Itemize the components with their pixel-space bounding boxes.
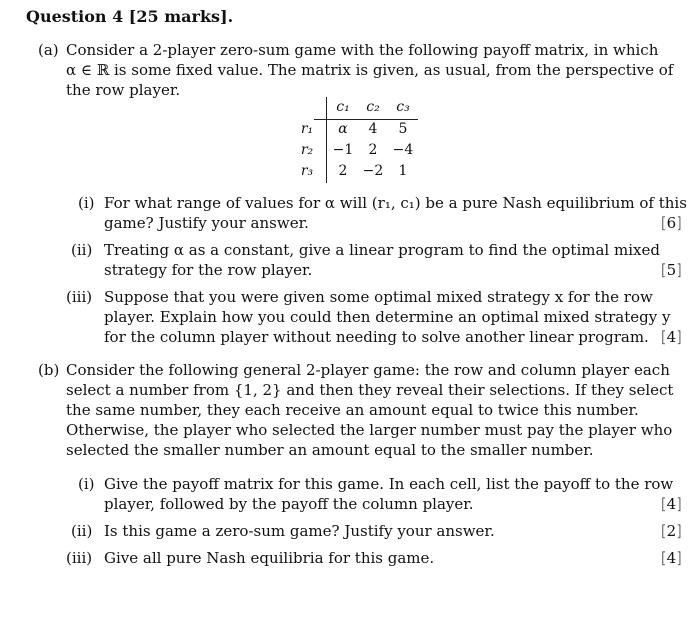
part-b-i-label: (i) xyxy=(78,475,95,493)
part-a-iii-marks: [4] xyxy=(660,328,682,346)
part-b-text-line-3: the same number, they each receive an amount equal to twice this number. xyxy=(66,401,639,419)
question-title: Question 4 [25 marks]. xyxy=(26,7,234,26)
matrix-cell-r3-c3: 1 xyxy=(398,163,408,179)
part-b-i-line-2: player, followed by the payoff the column player. xyxy=(104,495,474,513)
part-a-iii-label: (iii) xyxy=(66,288,93,306)
part-b-text-line-4: Otherwise, the player who selected the larger number must pay the player who xyxy=(66,421,673,439)
part-a-label: (a) xyxy=(38,41,59,59)
part-a-ii-marks: [5] xyxy=(660,261,682,279)
matrix-row-header-1: r₁ xyxy=(300,121,314,137)
matrix-vertical-rule xyxy=(326,97,327,183)
part-a-iii-line-2: player. Explain how you could then determine an optimal mixed strategy y xyxy=(104,308,671,326)
part-a-i-line-2: game? Justify your answer. xyxy=(104,214,309,232)
part-b-iii-label: (iii) xyxy=(66,549,93,567)
part-b-ii-line-1: Is this game a zero-sum game? Justify your answer. xyxy=(104,522,495,540)
part-a-text-line-3: the row player. xyxy=(66,81,181,99)
part-b-ii-label: (ii) xyxy=(71,522,93,540)
part-b-text-line-2: select a number from {1, 2} and then they reveal their selections. If they select xyxy=(66,381,674,399)
part-a-i-line-1: For what range of values for α will (r₁, c₁) be a pure Nash equilibrium of this xyxy=(104,194,687,212)
part-b-ii-marks: [2] xyxy=(660,522,682,540)
part-a-ii-line-2: strategy for the row player. xyxy=(104,261,313,279)
part-a-text-line-2: α ∈ ℝ is some fixed value. The matrix is given, as usual, from the perspective of xyxy=(66,61,674,79)
part-b-i-marks: [4] xyxy=(660,495,682,513)
matrix-row-header-2: r₂ xyxy=(300,142,314,158)
part-a-ii-label: (ii) xyxy=(71,241,93,259)
matrix-cell-r2-c2: 2 xyxy=(368,142,378,158)
part-b-text-line-1: Consider the following general 2-player game: the row and column player each xyxy=(66,361,670,379)
part-b-text-line-5: selected the smaller number an amount equal to the smaller number. xyxy=(66,441,594,459)
matrix-col-header-1: c₁ xyxy=(336,99,350,115)
matrix-cell-r1-c3: 5 xyxy=(398,121,408,137)
part-a-ii-line-1: Treating α as a constant, give a linear program to find the optimal mixed xyxy=(104,241,660,259)
matrix-cell-r2-c1: −1 xyxy=(332,142,354,158)
matrix-cell-r1-c2: 4 xyxy=(368,121,378,137)
matrix-cell-r1-c1: α xyxy=(338,121,348,137)
matrix-col-header-2: c₂ xyxy=(366,99,380,115)
matrix-cell-r3-c2: −2 xyxy=(362,163,384,179)
matrix-cell-r2-c3: −4 xyxy=(392,142,414,158)
part-a-i-label: (i) xyxy=(78,194,95,212)
matrix-row-header-3: r₃ xyxy=(300,163,314,179)
part-b-i-line-1: Give the payoff matrix for this game. In each cell, list the payoff to the row xyxy=(104,475,674,493)
part-a-i-marks: [6] xyxy=(660,214,682,232)
matrix-cell-r3-c1: 2 xyxy=(338,163,348,179)
matrix-col-header-3: c₃ xyxy=(396,99,410,115)
part-a-iii-line-1: Suppose that you were given some optimal mixed strategy x for the row xyxy=(104,288,653,306)
part-b-iii-marks: [4] xyxy=(660,549,682,567)
part-a-iii-line-3: for the column player without needing to solve another linear program. xyxy=(104,328,649,346)
part-b-label: (b) xyxy=(38,361,60,379)
part-b-iii-line-1: Give all pure Nash equilibria for this game. xyxy=(104,549,435,567)
part-a-text-line-1: Consider a 2-player zero-sum game with the following payoff matrix, in which xyxy=(66,41,659,59)
